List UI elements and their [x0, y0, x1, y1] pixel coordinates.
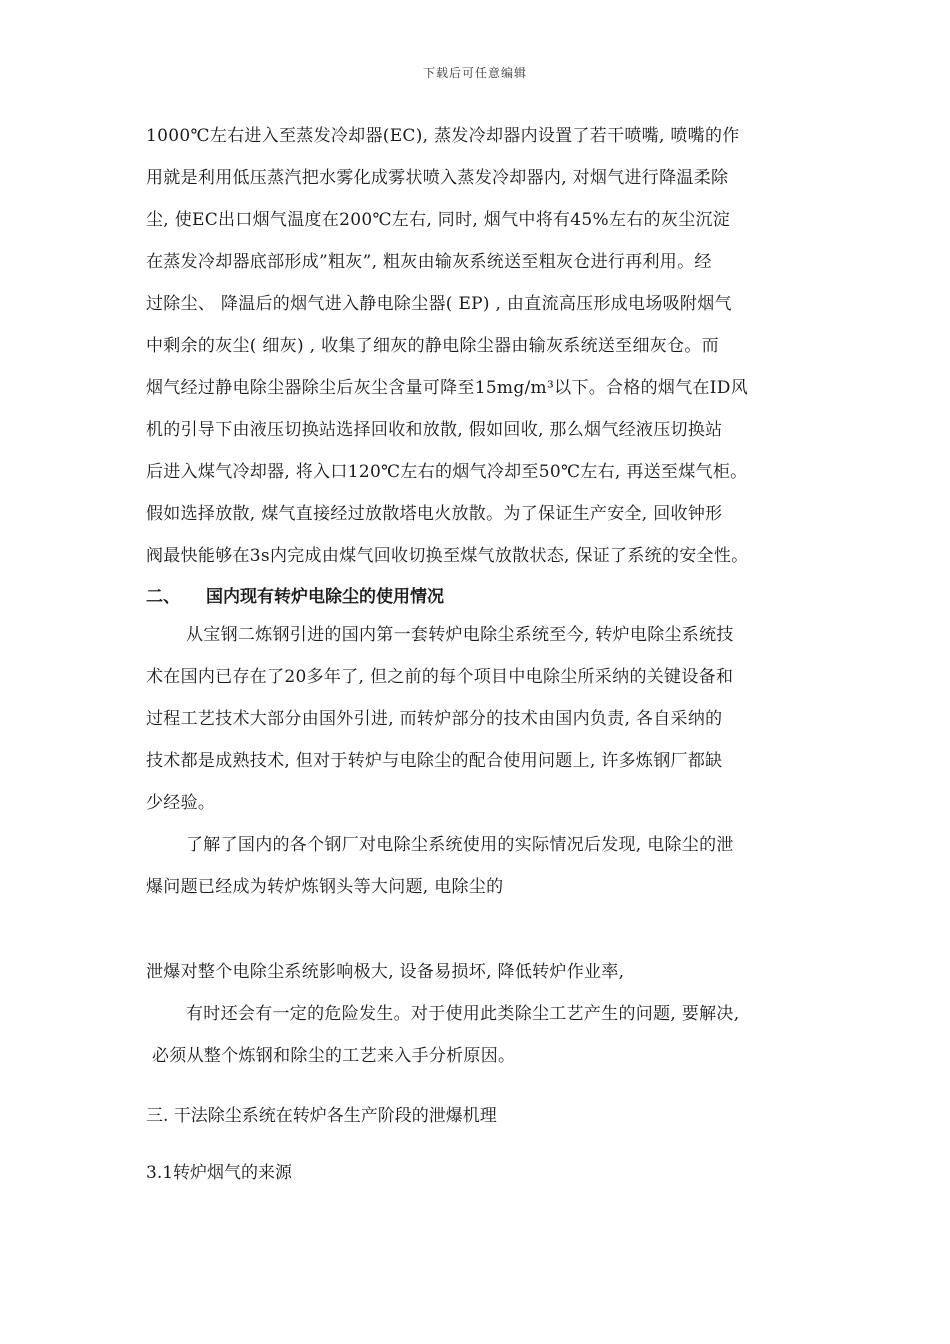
paragraph-line: 机的引导下由液压切换站选择回收和放散, 假如回收, 那么烟气经液压切换站 — [146, 420, 723, 440]
paragraph-line: 尘, 使EC出口烟气温度在200℃左右, 同时, 烟气中将有45%左右的灰尘沉淀 — [146, 210, 731, 230]
paragraph-line: 从宝钢二炼钢引进的国内第一套转炉电除尘系统至今, 转炉电除尘系统技 — [186, 625, 734, 645]
paragraph-line: 阀最快能够在3s内完成由煤气回收切换至煤气放散状态, 保证了系统的安全性。 — [146, 546, 749, 566]
section-heading: 三. 干法除尘系统在转炉各生产阶段的泄爆机理 — [146, 1106, 497, 1126]
paragraph-line: 过程工艺技术大部分由国外引进, 而转炉部分的技术由国内负责, 各自采纳的 — [146, 709, 723, 729]
paragraph-line: 术在国内已存在了20多年了, 但之前的每个项目中电除尘所采纳的关键设备和 — [146, 667, 734, 687]
paragraph-line: 了解了国内的各个钢厂对电除尘系统使用的实际情况后发现, 电除尘的泄 — [186, 835, 734, 855]
paragraph-line: 少经验。 — [146, 793, 216, 813]
section-number: 二、 — [146, 587, 180, 607]
paragraph-line: 假如选择放散, 煤气直接经过放散塔电火放散。为了保证生产安全, 回收钟形 — [146, 504, 723, 524]
paragraph-line: 1000℃左右进入至蒸发冷却器(EC), 蒸发冷却器内设置了若干喷嘴, 喷嘴的作 — [146, 126, 740, 146]
section-heading — [146, 582, 444, 607]
paragraph-line: 中剩余的灰尘( 细灰) , 收集了细灰的静电除尘器由输灰系统送至细灰仓。而 — [146, 336, 719, 356]
page-header: 下载后可任意编辑 — [422, 66, 527, 80]
paragraph-line: 后进入煤气冷却器, 将入口120℃左右的烟气冷却至50℃左右, 再送至煤气柜。 — [146, 462, 748, 482]
paragraph-line: 必须从整个炼钢和除尘的工艺来入手分析原因。 — [152, 1046, 516, 1066]
paragraph-line: 用就是利用低压蒸汽把水雾化成雾状喷入蒸发冷却器内, 对烟气进行降温柔除 — [146, 168, 729, 188]
paragraph-line: 在蒸发冷却器底部形成”粗灰”, 粗灰由输灰系统送至粗灰仓进行再利用。经 — [146, 252, 712, 272]
paragraph-line: 爆问题已经成为转炉炼钢头等大问题, 电除尘的 — [146, 877, 504, 897]
paragraph-line: 烟气经过静电除尘器除尘后灰尘含量可降至15mg/m³以下。合格的烟气在ID风 — [146, 378, 749, 398]
paragraph-line: 有时还会有一定的危险发生。对于使用此类除尘工艺产生的问题, 要解决, — [186, 1004, 740, 1024]
paragraph-line: 泄爆对整个电除尘系统影响极大, 设备易损坏, 降低转炉作业率, — [146, 962, 625, 982]
paragraph-line: 技术都是成熟技术, 但对于转炉与电除尘的配合使用问题上, 许多炼钢厂都缺 — [146, 751, 723, 771]
section-title: 国内现有转炉电除尘的使用情况 — [206, 587, 444, 607]
paragraph-line: 过除尘、 降温后的烟气进入静电除尘器( EP) , 由直流高压形成电场吸附烟气 — [146, 294, 732, 314]
subsection-heading: 3.1转炉烟气的来源 — [146, 1163, 293, 1183]
